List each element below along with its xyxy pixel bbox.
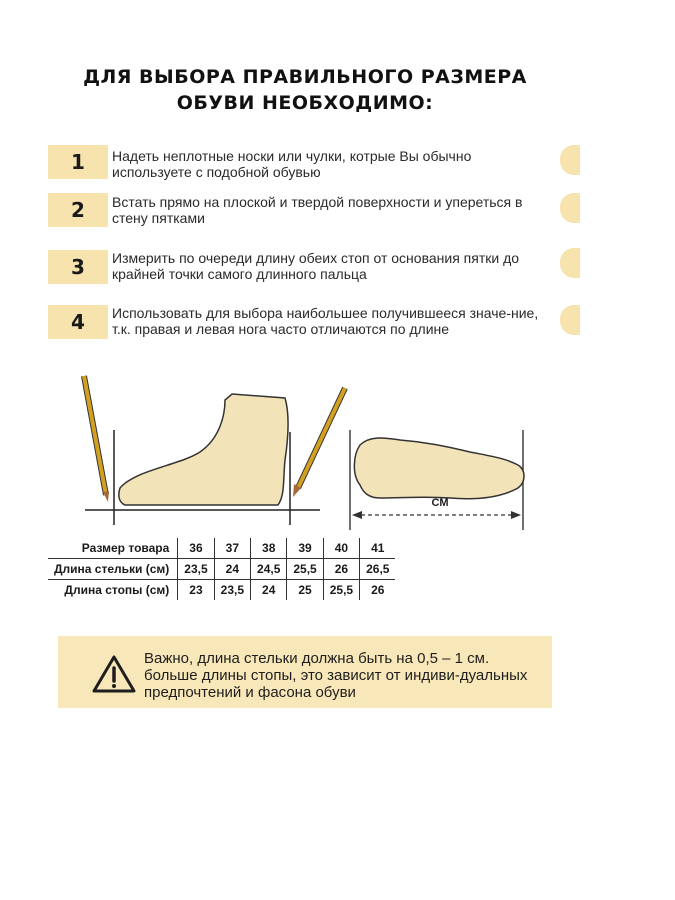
table-cell: 23,5	[178, 559, 214, 580]
table-cell: 23,5	[214, 580, 250, 601]
step-number: 3	[71, 255, 85, 279]
table-cell: 37	[214, 538, 250, 559]
table-row	[48, 580, 395, 601]
foot-top-view	[354, 438, 524, 499]
page-title	[0, 64, 610, 116]
side-tab	[560, 145, 580, 175]
table-cell: 40	[323, 538, 359, 559]
side-tab	[560, 248, 580, 278]
pencil-left-icon	[84, 376, 109, 502]
side-tab	[560, 305, 580, 335]
step-badge	[48, 250, 108, 284]
table-row	[48, 538, 395, 559]
foot-measurement-illustration	[80, 370, 540, 530]
important-note	[58, 636, 552, 708]
table-cell: 25,5	[287, 559, 323, 580]
step-badge	[48, 305, 108, 339]
row-header: Длина стельки (см)	[48, 559, 178, 580]
table-cell: 36	[178, 538, 214, 559]
side-tab	[560, 193, 580, 223]
title-line2: ОБУВИ НЕОБХОДИМО:	[176, 92, 434, 114]
unit-label: СМ	[431, 497, 449, 509]
title-part1: ДЛЯ ВЫБОРА	[83, 66, 243, 88]
table-cell: 39	[287, 538, 323, 559]
size-table	[48, 538, 395, 600]
foot-side-view	[119, 394, 288, 505]
table-cell: 24	[251, 580, 287, 601]
step-badge	[48, 145, 108, 179]
step-badge	[48, 193, 108, 227]
step-text: Использовать для выбора наибольшее получившееся значе-ние, т.к. правая и левая нога часто отличаются по длине	[112, 305, 539, 337]
table-cell: 24,5	[251, 559, 287, 580]
table-cell: 26	[323, 559, 359, 580]
table-cell: 41	[371, 541, 385, 555]
title-bold: ПРАВИЛЬНОГО	[242, 66, 414, 88]
table-cell: 38	[251, 538, 287, 559]
step-number: 4	[71, 310, 85, 334]
table-row	[48, 559, 395, 580]
table-cell: 25,5	[323, 580, 359, 601]
table-cell: 24	[214, 559, 250, 580]
note-text: Важно, длина стельки должна быть на 0,5 – 1 см. больше длины стопы, это зависит от индиви-дуальных предпочтений и фасона обуви	[144, 650, 528, 701]
row-header: Размер товара	[48, 538, 178, 559]
step-number: 1	[71, 150, 85, 174]
table-cell: 26,5	[366, 562, 390, 576]
title-part2: РАЗМЕРА	[413, 66, 527, 88]
warning-icon	[92, 654, 136, 694]
table-cell: 26	[371, 583, 385, 597]
step-number: 2	[71, 198, 85, 222]
step-text: Надеть неплотные носки или чулки, котрые Вы обычно используете с подобной обувью	[112, 148, 472, 180]
table-cell: 25	[287, 580, 323, 601]
row-header: Длина стопы (см)	[48, 580, 178, 601]
table-cell: 23	[178, 580, 214, 601]
step-text: Встать прямо на плоской и твердой поверхности и упереться в стену пятками	[112, 194, 523, 226]
step-text: Измерить по очереди длину обеих стоп от основания пятки до крайней точки самого длинного пальца	[112, 250, 520, 282]
pencil-right-icon	[293, 388, 345, 497]
